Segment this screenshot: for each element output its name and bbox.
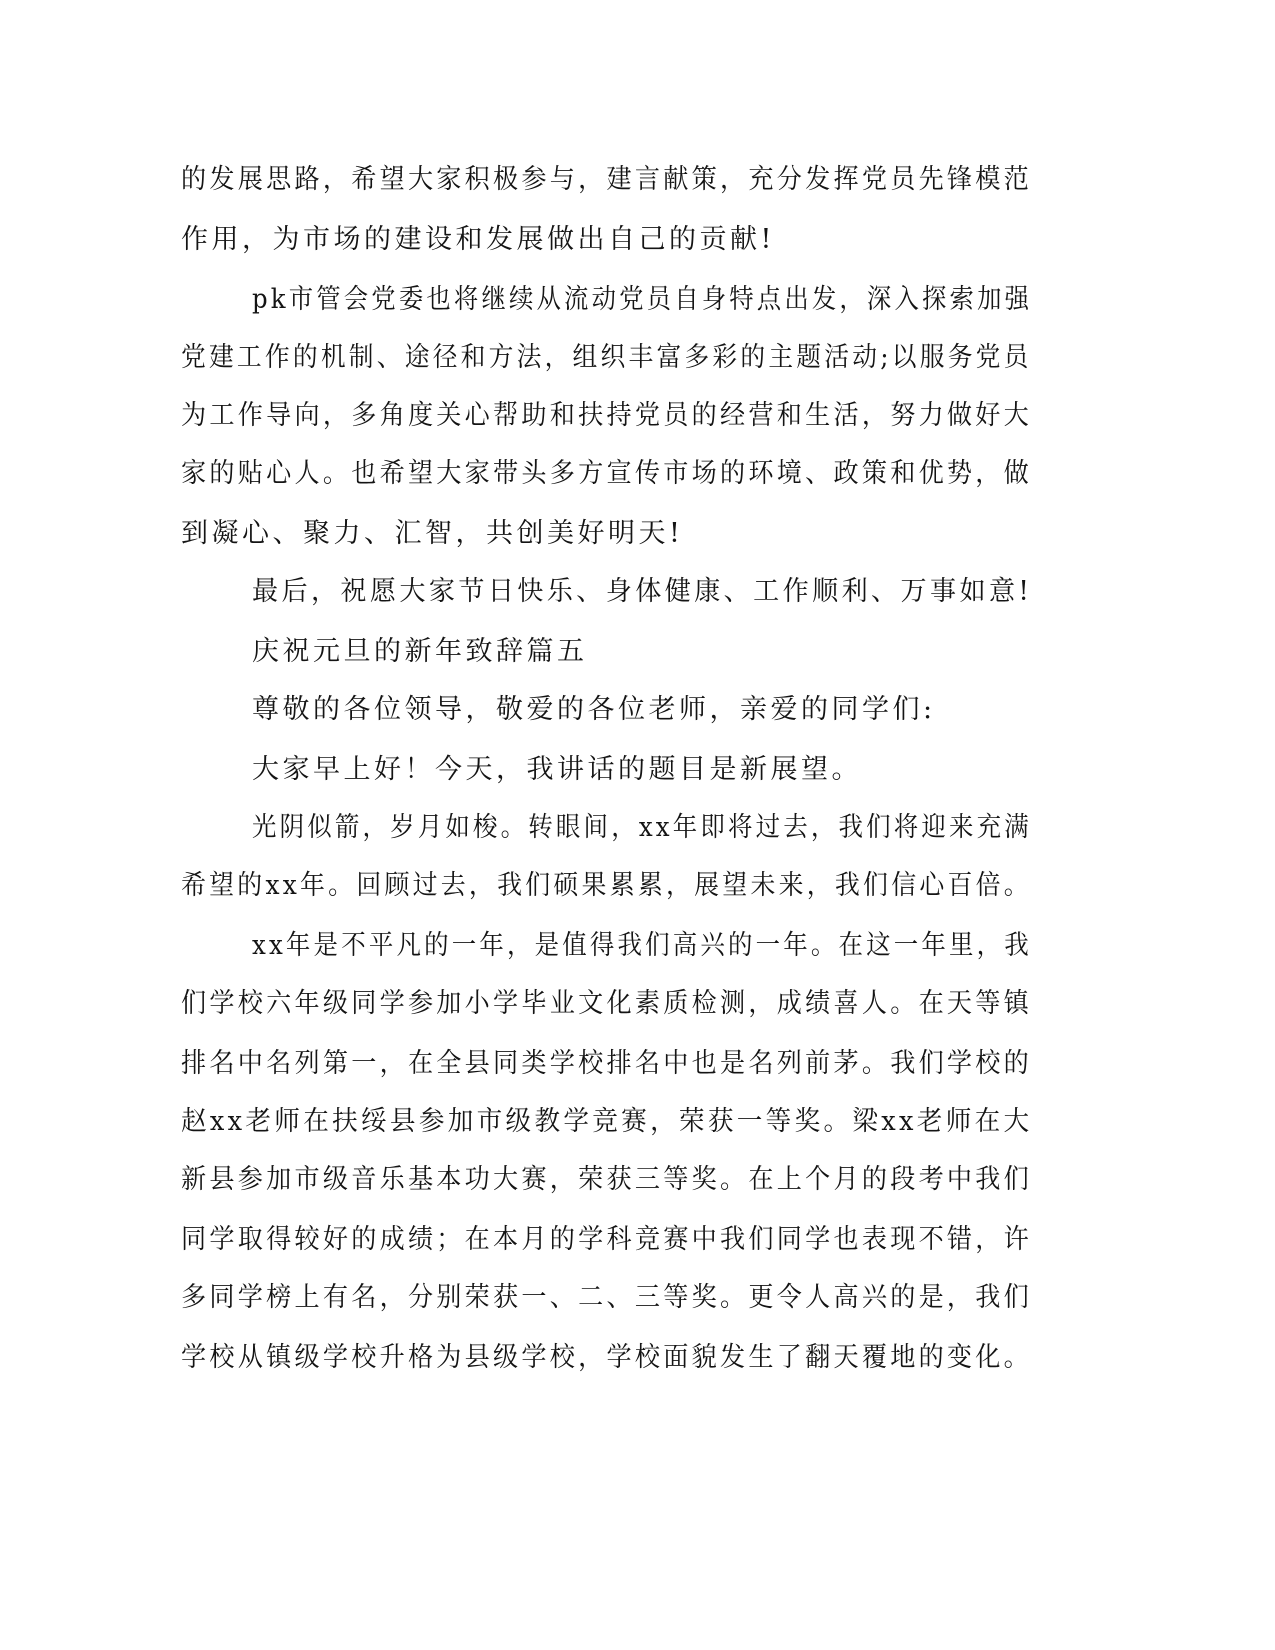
closing-wish: 最后，祝愿大家节日快乐、身体健康、工作顺利、万事如意! (252, 576, 1033, 607)
paragraph-start: pk市管会党委也将继续从流动党员自身特点出发，深入探索加强 (252, 284, 1033, 315)
text-line: 的发展思路，希望大家积极参与，建言献策，充分发挥党员先锋模范 (181, 164, 1033, 195)
section-title: 庆祝元旦的新年致辞篇五 (252, 636, 588, 667)
paragraph-start: xx年是不平凡的一年，是值得我们高兴的一年。在这一年里，我 (252, 930, 1032, 961)
text-line: 作用，为市场的建设和发展做出自己的贡献! (181, 224, 775, 255)
text-line: 赵xx老师在扶绥县参加市级教学竞赛，荣获一等奖。梁xx老师在大 (181, 1106, 1033, 1137)
text-line: 同学取得较好的成绩；在本月的学科竞赛中我们同学也表现不错，许 (181, 1224, 1033, 1255)
text-line: 家的贴心人。也希望大家带头多方宣传市场的环境、政策和优势，做 (181, 458, 1033, 489)
text-line: 排名中名列第一，在全县同类学校排名中也是名列前茅。我们学校的 (181, 1048, 1033, 1079)
text-line: 多同学榜上有名，分别荣获一、二、三等奖。更令人高兴的是，我们 (181, 1282, 1033, 1313)
greeting: 大家早上好！今天，我讲话的题目是新展望。 (252, 754, 862, 785)
text-line: 新县参加市级音乐基本功大赛，荣获三等奖。在上个月的段考中我们 (181, 1164, 1033, 1195)
text-line: 学校从镇级学校升格为县级学校，学校面貌发生了翻天覆地的变化。 (181, 1342, 1033, 1373)
paragraph-start: 光阴似箭，岁月如梭。转眼间，xx年即将过去，我们将迎来充满 (252, 812, 1032, 843)
text-line: 党建工作的机制、途径和方法，组织丰富多彩的主题活动;以服务党员 (181, 342, 1032, 373)
salutation: 尊敬的各位领导，敬爱的各位老师，亲爱的同学们: (252, 694, 936, 725)
text-line: 们学校六年级同学参加小学毕业文化素质检测，成绩喜人。在天等镇 (181, 988, 1033, 1019)
text-line: 到凝心、聚力、汇智，共创美好明天! (181, 518, 684, 549)
text-line: 希望的xx年。回顾过去，我们硕果累累，展望未来，我们信心百倍。 (181, 870, 1032, 901)
text-line: 为工作导向，多角度关心帮助和扶持党员的经营和生活，努力做好大 (181, 400, 1033, 431)
